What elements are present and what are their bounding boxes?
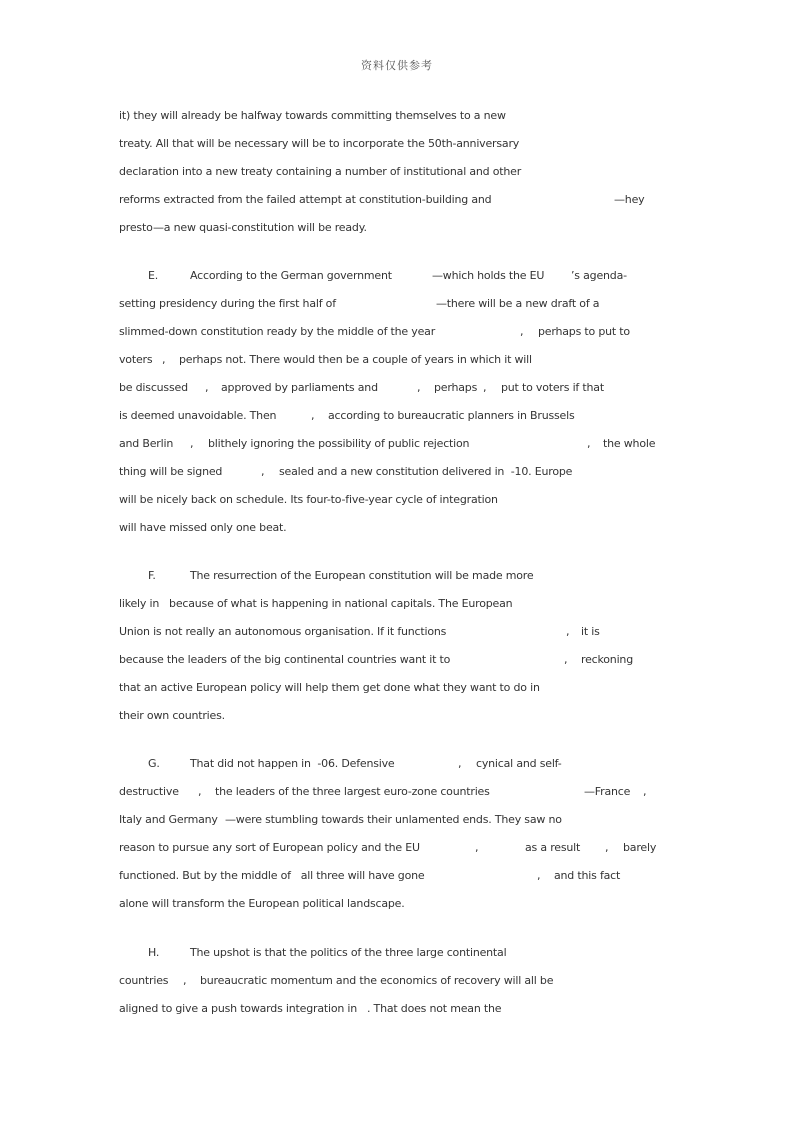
text-segment: , [190,437,194,450]
text-segment: is deemed unavoidable. Then [119,409,277,422]
text-segment: declaration into a new treaty containing a number of institutional and other [119,165,522,178]
text-segment: functioned. But by the middle of all three will have gone [119,869,425,882]
text-segment: perhaps to put to [538,325,630,338]
text-segment: reforms extracted from the failed attempt at constitution-building and [119,193,492,206]
text-segment: , [198,785,202,798]
text-segment: —hey [614,193,645,206]
text-segment: , [643,785,647,798]
text-segment: —which holds the EU [432,269,545,282]
text-segment: treaty. All that will be necessary will be to incorporate the 50th-anniversary [119,137,520,150]
text-segment: their own countries. [119,709,225,722]
text-segment: F. [148,569,156,582]
text-segment: likely in because of what is happening in national capitals. The European [119,597,513,610]
text-segment: it) they will already be halfway towards committing themselves to a new [119,109,506,122]
text-segment: it is [581,625,600,638]
text-segment: —France [584,785,631,798]
text-segment: because the leaders of the big continental countries want it to [119,653,451,666]
text-segment: , [605,841,609,854]
text-segment: countries [119,974,169,987]
text-segment: destructive [119,785,179,798]
text-segment: the whole [603,437,656,450]
text-segment: , [520,325,524,338]
text-segment: That did not happen in -06. Defensive [190,757,395,770]
text-segment: according to bureaucratic planners in Brussels [328,409,575,422]
text-segment: , [458,757,462,770]
text-segment: and this fact [554,869,621,882]
text-segment: , [587,437,591,450]
text-segment: H. [148,946,160,959]
text-segment: , [537,869,541,882]
text-segment: , [564,653,568,666]
text-segment: , [566,625,570,638]
text-segment: put to voters if that [501,381,604,394]
text-segment: reason to pursue any sort of European policy and the EU [119,841,420,854]
text-segment: G. [148,757,160,770]
text-segment: , [417,381,421,394]
text-segment: cynical and self- [476,757,562,770]
text-segment: , [475,841,479,854]
text-segment: slimmed-down constitution ready by the middle of the year [119,325,436,338]
text-segment: setting presidency during the first half of [119,297,336,310]
text-segment: E. [148,269,159,282]
text-segment: perhaps [434,381,478,394]
text-segment: aligned to give a push towards integration in . That does not mean the [119,1002,502,1015]
page-header: 资料仅供参考 [361,59,433,72]
text-segment: —were stumbling towards their unlamented ends. They saw no [225,813,562,826]
text-segment: , [205,381,209,394]
text-segment: , [183,974,187,987]
text-segment: bureaucratic momentum and the economics of recovery will all be [200,974,554,987]
text-segment: alone will transform the European political landscape. [119,897,405,910]
text-segment: —a new quasi-constitution will be ready. [153,221,367,234]
text-segment: that an active European policy will help them get done what they want to do in [119,681,540,694]
text-segment: reckoning [581,653,633,666]
text-segment: thing will be signed [119,465,223,478]
text-segment: sealed and a new constitution delivered in -10. Europe [279,465,573,478]
text-segment: , [162,353,166,366]
text-segment: and Berlin [119,437,174,450]
text-segment: perhaps not. There would then be a couple of years in which it will [179,353,532,366]
text-segment: will have missed only one beat. [119,521,287,534]
text-segment: , [261,465,265,478]
text-segment: —there will be a new draft of a [436,297,600,310]
text-segment: will be nicely back on schedule. Its four-to-five-year cycle of integration [119,493,498,506]
text-segment: According to the German government [190,269,392,282]
text-segment: blithely ignoring the possibility of public rejection [208,437,470,450]
text-segment: be discussed [119,381,188,394]
text-segment: , [483,381,487,394]
text-segment: Italy and Germany [119,813,218,826]
text-segment: approved by parliaments and [221,381,378,394]
text-segment: the leaders of the three largest euro-zone countries [215,785,490,798]
text-segment: , [311,409,315,422]
text-segment: Union is not really an autonomous organisation. If it functions [119,625,447,638]
text-segment: barely [623,841,657,854]
text-segment: ’s agenda- [571,269,627,282]
text-segment: as a result [525,841,581,854]
text-segment: presto [119,221,153,234]
text-segment: The resurrection of the European constitution will be made more [190,569,534,582]
text-segment: voters [119,353,153,366]
text-segment: The upshot is that the politics of the three large continental [190,946,507,959]
